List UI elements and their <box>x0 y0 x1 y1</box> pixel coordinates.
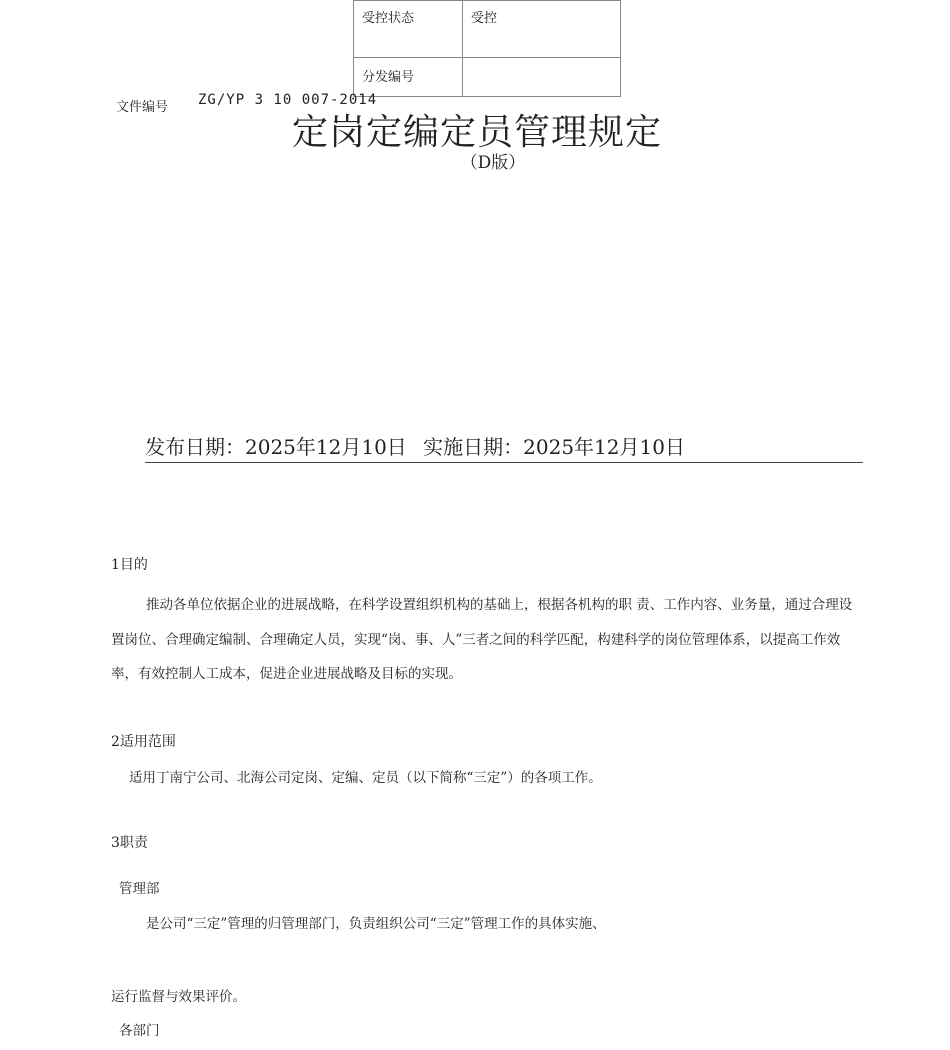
section-heading-purpose: 1目的 <box>111 557 148 573</box>
document-number-label: 文件编号 <box>116 100 169 115</box>
management-dept-duty-cont: 运行监督与效果评价。 <box>111 989 246 1005</box>
document-edition: （D版） <box>460 153 526 173</box>
section-heading-duties: 3职责 <box>111 835 148 851</box>
purpose-text: 推动各单位依据企业的进展战略，在科学设置组织机构的基础上，根据各机构的职 责、工作内容、业务量，通过合理设置岗位、合理确定编制、合理确定人员，实现“岗、事、人”三者之间的科学匹配，构建科学的岗位管理体系，以提高工作效率，有效控制人工成本，促进企业进展战略及目标的实现。 <box>111 597 853 682</box>
management-dept-duty: 是公司“三定”管理的归管理部门，负责组织公司“三定”管理工作的具体实施、 <box>146 916 606 932</box>
document-number: ZG/YP 3 10 007-2014 <box>198 92 378 108</box>
distribution-number-label: 分发编号 <box>354 58 463 97</box>
section-body-scope: 适用丁南宁公司、北海公司定岗、定编、定员（以下简称“三定”）的各项工作。 <box>129 770 602 786</box>
date-line <box>145 431 863 463</box>
distribution-number-value <box>463 58 621 97</box>
control-status-label: 受控状态 <box>354 1 463 58</box>
control-status-table <box>353 0 621 97</box>
subsection-all-depts: 各部门 <box>119 1023 160 1039</box>
document-title: 定岗定编定员管理规定 <box>291 112 662 153</box>
section-body-purpose <box>111 588 861 692</box>
effective-date: 实施日期：2025年12月10日 <box>423 435 685 459</box>
publish-date: 发布日期：2025年12月10日 <box>145 435 407 459</box>
subsection-management-dept: 管理部 <box>119 881 160 897</box>
section-heading-scope: 2适用范围 <box>111 734 176 750</box>
control-status-value: 受控 <box>463 1 621 58</box>
